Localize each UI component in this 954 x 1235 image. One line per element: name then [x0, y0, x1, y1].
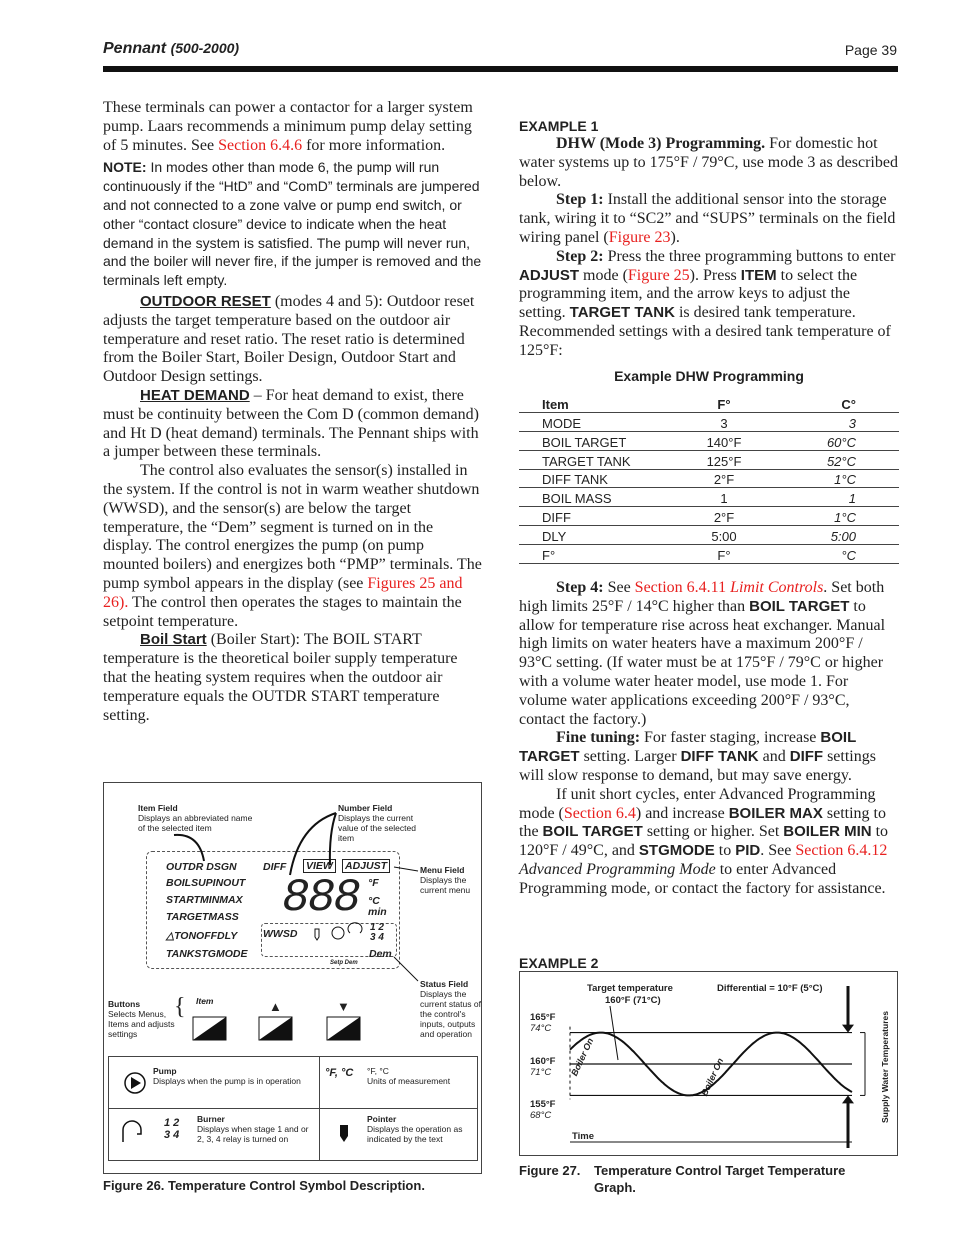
legend-units: °F, °C Units of measurement: [367, 1066, 451, 1086]
note-label: NOTE:: [103, 159, 147, 176]
outdoor-reset-label: OUTDOOR RESET: [140, 292, 271, 310]
example-1-label: EXAMPLE 1: [519, 118, 599, 134]
button-item-label: Item: [196, 996, 214, 1006]
lcd-item-row: STARTMINMAX: [166, 894, 243, 906]
dhw-programming-table: [519, 394, 899, 564]
lcd-setp-dem: Setp Dem: [330, 960, 358, 966]
table-row: BOIL MASS 1 1: [519, 488, 899, 507]
table-row: BOIL TARGET 140°F 60°C: [519, 432, 899, 451]
number-field-arrow: [290, 813, 336, 875]
buttons-brace: {: [174, 994, 186, 1020]
boiler-on-label-2: Boiler On: [699, 1056, 726, 1098]
differential-label: Differential = 10°F (5°C): [717, 983, 823, 994]
lcd-wwsd: WWSD: [263, 928, 298, 940]
lower-limit-arrow-head: [842, 1095, 854, 1103]
legend-pointer: Pointer Displays the operation as indicated by the text: [367, 1114, 463, 1144]
symbol-legend: [108, 1056, 478, 1161]
legend-burner: Burner Displays when stage 1 and or 2, 3, 4 relay is turned on: [197, 1114, 309, 1144]
paragraph-outdoor-reset: OUTDOOR RESET (modes 4 and 5): Outdoor reset adjusts the target temperature based on the outdoor air temperature and reset ratio. The reset ratio is determined from the Boiler Start, Boiler Design, Outdoor Start and Outdoor Design settings.: [103, 292, 475, 386]
up-button[interactable]: [258, 1016, 294, 1042]
y-tick-160: 160°F 71°C: [530, 1056, 556, 1078]
table-row: MODE 3 3: [519, 413, 899, 432]
pointer-icon: [337, 1124, 351, 1144]
right-column: [519, 117, 899, 361]
down-button[interactable]: [326, 1016, 362, 1042]
table-header-row: [519, 394, 899, 413]
lcd-c-unit: °C: [368, 895, 380, 907]
burner-symbol: [348, 923, 362, 933]
lcd-view-menu: VIEW: [303, 859, 336, 873]
link-section-646[interactable]: Section 6.4.6: [218, 136, 303, 154]
header-rule: [103, 66, 898, 72]
col-header-c: C°: [779, 394, 899, 413]
header-brand: [103, 40, 239, 58]
table-row: F° F° °C: [519, 544, 899, 563]
paragraph-step4: Step 4: See Section 6.4.11 Limit Controls. Set both high limits 25°F / 14°C higher than BOIL TARGET to allow for temperature rise across heat exchanger. Manual high limits on water heaters have a maximum 200°F / 93°C setting. (If water must be at 175°F / 79°C or higher with a volume water heater model, use mode 1. For volume water applications exceeding 200°F / 93°C, contact the factory.): [519, 579, 886, 728]
boil-start-label: Boil Start: [140, 631, 207, 649]
lcd-diff: DIFF: [263, 861, 287, 873]
example-2-label: EXAMPLE 2: [519, 955, 599, 971]
left-column: [103, 99, 483, 725]
lcd-stages: 1 2 3 4: [370, 922, 384, 943]
link-figure-25[interactable]: Figure 25: [627, 266, 690, 284]
lcd-item-row: BOILSUPINOUT: [166, 877, 246, 889]
status-field-callout: Status Field Displays the current status of the control's inputs, outputs and operation: [420, 979, 481, 1039]
item-field-arrow: [174, 835, 204, 861]
paragraph-control: The control also evaluates the sensor(s) installed in the system. If the control is not in warm weather shutdown (WWSD), and the sensor(s) are below the target temperature, the “Dem” segment is turned on in the display. The control energizes the pump (on pump mounted boilers) and energizes both “PMP” terminals. The pump symbol appears in the display (see Figures 25 and 26). The control then operates the stages to maintain the setpoint temperature.: [103, 462, 482, 630]
figure-26-caption: Figure 26. Temperature Control Symbol Description.: [103, 1178, 425, 1193]
lcd-item-row: △TONOFFDLY: [166, 930, 238, 942]
lcd-item-row: TARGETMASS: [166, 911, 239, 923]
down-arrow-icon: ▼: [337, 999, 350, 1014]
graph-canvas: [520, 972, 899, 1157]
buttons-callout: Buttons Selects Menus, Items and adjusts settings: [108, 999, 175, 1039]
pointer-symbol: [315, 929, 319, 940]
lcd-min-unit: min: [368, 906, 387, 918]
units-icon: °F, °C: [325, 1067, 354, 1079]
up-arrow-icon: ▲: [269, 999, 282, 1014]
brand-name: Pennant: [103, 40, 167, 57]
link-figures-25-26[interactable]: Figures 25 and 26).: [103, 574, 463, 611]
number-field-arrow-2: [330, 813, 336, 865]
paragraph-step1: Step 1: Install the additional sensor into the storage tank, wiring it to “SC2” and “SUPS” terminals on the field wiring panel (Figure 23).: [519, 191, 896, 246]
item-field-callout: Item Field Displays an abbreviated name of the selected item: [138, 803, 253, 833]
table-row: DLY 5:00 5:00: [519, 526, 899, 545]
model-range: (500-2000): [170, 40, 240, 56]
pump-symbol: [332, 927, 344, 939]
menu-field-pointer: [394, 867, 418, 871]
status-field-pointer: [394, 957, 418, 981]
col-header-item: Item: [519, 394, 669, 413]
menu-field-callout: Menu Field Displays the current menu: [420, 865, 471, 895]
heat-demand-label: HEAT DEMAND: [140, 386, 250, 404]
figure-26-control-symbols: [103, 782, 482, 1174]
col-header-f: F°: [669, 394, 779, 413]
paragraph-boil-start: Boil Start (Boiler Start): The BOIL START temperature is the theoretical boiler supply temperature that the heating system requires when the outdoor air temperature equals the OUTDR START temperature setting.: [103, 631, 458, 724]
number-field-callout: Number Field Displays the current value of the selected item: [338, 803, 416, 843]
y-tick-155: 155°F 68°C: [530, 1099, 556, 1121]
table-row: DIFF 2°F 1°C: [519, 507, 899, 526]
paragraph-step2: Step 2: Press the three programming buttons to enter ADJUST mode (Figure 25). Press ITEM to select the programming item, and the arrow keys to adjust the setting. TARGET TANK is desired tank temperature. Recommended settings with a desired tank temperature of 125°F:: [519, 247, 896, 359]
lcd-number-digits: 888: [282, 872, 359, 924]
y-axis-label: Supply Water Temperatures: [880, 1011, 890, 1123]
x-axis-label: Time: [572, 1131, 595, 1142]
paragraph-dhw: DHW (Mode 3) Programming. For domestic hot water systems up to 175°F / 79°C, use mode 3 as described below.: [519, 135, 898, 190]
right-column-lower: [519, 579, 899, 899]
upper-limit-arrow-head: [842, 1025, 854, 1033]
lcd-adjust-menu: ADJUST: [342, 859, 390, 873]
lcd-item-row: OUTDR DSGN: [166, 861, 237, 873]
table-row: DIFF TANK 2°F 1°C: [519, 469, 899, 488]
legend-pump: Pump Displays when the pump is in operation: [153, 1066, 301, 1086]
burner-stages-symbol: 1 2 3 4: [164, 1117, 180, 1141]
paragraph-heat-demand: HEAT DEMAND – For heat demand to exist, there must be continuity between the Com D (common demand) and Ht D (heat demand) terminals. The Pennant ships with a jumper between these terminals.: [103, 386, 479, 461]
y-tick-165: 165°F 74°C: [530, 1012, 556, 1034]
figure-27-target-temperature-graph: [519, 971, 898, 1156]
paragraph-short-cycles: If unit short cycles, enter Advanced Programming mode (Section 6.4) and increase BOILER MAX setting to the BOIL TARGET setting or higher. Set BOILER MIN to 120°F / 49°C, and STGMODE to PID. See Section 6.4.12 Advanced Programming Mode to enter Advanced Programming mode, or contact the factory for assistance.: [519, 785, 889, 897]
link-figure-23[interactable]: Figure 23: [608, 228, 671, 246]
pump-icon: [123, 1071, 147, 1095]
lcd-f-unit: °F: [368, 877, 379, 889]
boiler-on-label-1: Boiler On: [569, 1036, 596, 1078]
paragraph-contactor: These terminals can power a contactor for a larger system pump. Laars recommends a minimum pump delay setting of 5 minutes. See Section 6.4.6 for more information.: [103, 99, 473, 154]
page-number: Page 39: [844, 42, 897, 58]
target-temperature-label: Target temperature 160°F (71°C): [587, 983, 673, 1006]
lcd-dem: Dem: [369, 948, 392, 960]
note-paragraph: NOTE: In modes other than mode 6, the pump will run continuously if the “HtD” and “ComD” terminals are jumpered and not connected to a zone valve or pump end switch, or other “contact closure” device to indicate when the heat demand in the system is satisfied. The pump will never run, and the boiler will never fire, if the jumper is removed and the terminals left empty.: [103, 159, 482, 289]
link-section-6412[interactable]: Section 6.4.12: [795, 842, 888, 860]
figure-27-caption: Figure 27. Temperature Control Target Temperature Graph.: [519, 1163, 846, 1195]
table-row: TARGET TANK 125°F 52°C: [519, 450, 899, 469]
dhw-table-title: Example DHW Programming: [614, 368, 804, 384]
link-section-64[interactable]: Section 6.4: [563, 804, 636, 822]
item-button[interactable]: [192, 1016, 228, 1042]
lcd-item-row: TANKSTGMODE: [166, 948, 248, 960]
link-section-6411[interactable]: Section 6.4.11 Limit Controls: [634, 579, 824, 596]
paragraph-fine-tuning: Fine tuning: For faster staging, increase BOIL TARGET setting. Larger DIFF TANK and DIFF settings will slow response to demand, but may save energy.: [519, 729, 876, 784]
burner-icon: [119, 1120, 145, 1146]
